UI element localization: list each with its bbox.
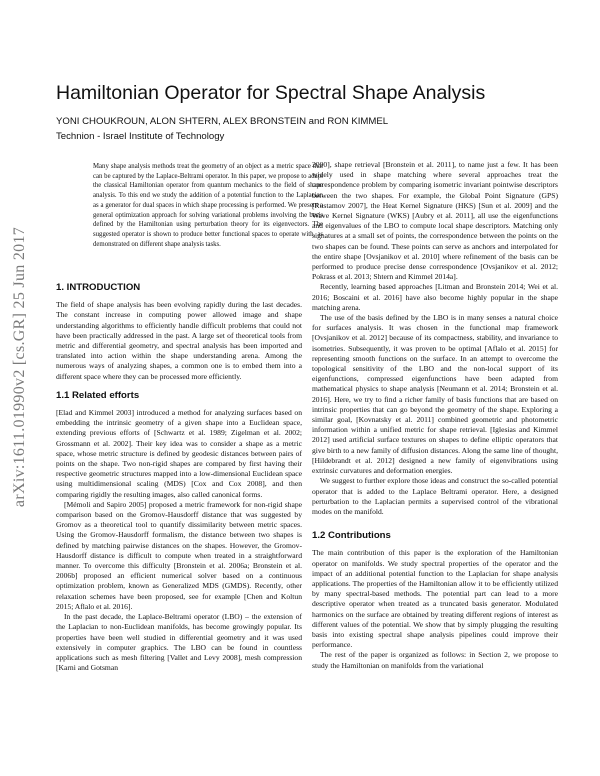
author-list: YONI CHOUKROUN, ALON SHTERN, ALEX BRONSTEIN and RON KIMMEL xyxy=(56,116,389,127)
right-paragraph-4: We suggest to further explore those ideas and construct the so-called potential operator that is added to the Laplace Beltrami operator. Here, a designed perturbation to the Laplacian permits a supervised control of the vibrational modes on the manifold. xyxy=(312,476,558,516)
arxiv-stamp: arXiv:1611.01990v2 [cs.GR] 25 Jun 2017 xyxy=(11,226,28,508)
right-paragraph-3: The use of the basis defined by the LBO is in many senses a natural choice for surfaces analysis. It was chosen in the functional map framework [Ovsjanikov et al. 2012] because of its compactness, stability, and invariance to isometries. Subsequently, it was proven to be optimal [Aflalo et al. 2015] for representing smooth functions on the surface. In an attempt to overcome the topological sensitivity of the LBO and the non-local support of its eigenfunctions, compressed eigenfunctions have been adapted from mathematical physics to shape analysis [Neumann et al. 2014; Bronstein et al. 2016]. Here, we try to find a richer family of basis functions that are based on intrinsic properties that can go beyond the geometry of the shape. Exploring a similar goal, [Kovnatsky et al. 2011] combined geometric and photometric information within a unified metric for shape retrieval. [Iglesias and Kimmel 2012] used artificial surface textures on shapes to define elliptic operators that give birth to a new family of diffusion distances. Along the same line of thought, [Hildebrandt et al. 2012] designed a new family of eigenvibrations using extrinsic curvatures and deformation energies. xyxy=(312,313,558,476)
right-paragraph-2: Recently, learning based approaches [Litman and Bronstein 2014; Wei et al. 2016; Boscaini et al. 2016] have also become highly popular in the shape matching arena. xyxy=(312,282,558,312)
related-paragraph-2: [Mémoli and Sapiro 2005] proposed a metric framework for non-rigid shape comparison based on the Gromov-Hausdorff distance that was suggested by Gromov as a theoretical tool to quantify dissimilarity between metric spaces. Using the Gromov-Hausdorff formalism, the distance between two shapes is defined by matching pairwise distances on the shapes. However, the Gromov-Hausdorff distance is difficult to compute when treated in a straightforward manner. To overcome this difficulty [Bronstein et al. 2006a; Bronstein et al. 2006b] proposed an efficient numerical solver based on a continuous optimization problem, known as Generalized MDS (GMDS). Recently, other relaxation schemes have been proposed, see for example [Chen and Koltun 2015; Aflalo et al. 2016]. xyxy=(56,499,302,611)
left-column xyxy=(56,283,302,673)
section-heading-related-efforts: 1.1 Related efforts xyxy=(56,389,140,401)
contrib-paragraph-1: The main contribution of this paper is the exploration of the Hamiltonian operator on manifolds. We study spectral properties of the operator and the impact of an additional potential function to the Laplacian for shape analysis applications. The properties of the Hamiltonian allow it to be efficiently utilized by many spectral-based methods. The potential part can lead to a more descriptive operator when treated as a truncated basis generator. Modulated harmonics on the surface are obtained by treating different regions of interest as different values of the potential. We show that by simply plugging the resulting basis into existing spectral shape analysis pipelines could improve their performance. xyxy=(312,548,558,650)
related-paragraph-1: [Elad and Kimmel 2003] introduced a method for analyzing surfaces based on embedding the intrinsic geometry of a given shape into a Euclidean space, extending previous efforts of [Schwartz et al. 1989; Zigelman et al. 2002; Grossmann et al. 2002]. Their key idea was to consider a shape as a metric space, whose metric structure is defined by geodesic distances between pairs of points on the shape. Two non-rigid shapes are compared by first having their respective geometric structures mapped into a low-dimensional Euclidean space using multidimensional scaling (MDS) [Cox and Cox 2008], and then comparing rigidly the resulting images, also called canonical forms. xyxy=(56,408,302,499)
abstract-text: Many shape analysis methods treat the geometry of an object as a metric space that can be captured by the Laplace-Beltrami operator. In this paper, we propose to adapt the classical Hamiltonian operator from quantum mechanics to the field of shape analysis. To this end we study the addition of a potential function to the Laplacian as a generator for dual spaces in which shape processing is performed. We present a general optimization approach for solving variational problems involving the basis defined by the Hamiltonian using perturbation theory for its eigenvectors. The suggested operator is shown to produce better functional spaces to operate with, as demonstrated on different shape analysis tasks. xyxy=(93,163,323,248)
abstract-block xyxy=(93,162,323,249)
right-column xyxy=(312,160,558,671)
section-heading-introduction: 1. INTRODUCTION xyxy=(56,282,141,293)
right-paragraph-1: 2000], shape retrieval [Bronstein et al. 2011], to name just a few. It has been widely used in shape matching where several approaches treat the correspondence problem by comparing isometric invariant pointwise descriptors between the two shapes. For example, the Global Point Signature (GPS) [Rustamov 2007], the Heat Kernel Signature (HKS) [Sun et al. 2009] and the Wave Kernel Signature (WKS) [Aubry et al. 2011], all use the eigenfunctions and eigenvalues of the LBO to compute local shape descriptors. Matching only signatures at a small set of points, the correspondence between the points on the two shapes can be found. These points can serve as anchors and interpolated for the entire shape [Ovsjanikov et al. 2010] where refinement of the basis can be performed to produce precise dense correspondence [Ovsjanikov et al. 2012; Pokrass et al. 2013; Shtern and Kimmel 2014a]. xyxy=(312,160,558,282)
intro-paragraph-1: The field of shape analysis has been evolving rapidly during the last decades. The constant increase in computing power allowed image and shape understanding algorithms to efficiently handle difficult problems that could not have been practically addressed in the past. A large set of theoretical tools from metric and differential geometry, and spectral analysis has been imported and translated into action within the shape understanding arena. Among the numerous ways of analyzing shapes, a common one is to embed them into a different space where they can be processed more efficiently. xyxy=(56,300,302,381)
paper-title: Hamiltonian Operator for Spectral Shape Analysis xyxy=(56,82,486,104)
contrib-paragraph-2: The rest of the paper is organized as follows: in Section 2, we propose to study the Hamiltonian on manifolds from the variational xyxy=(312,650,558,670)
related-paragraph-3: In the past decade, the Laplace-Beltrami operator (LBO) – the extension of the Laplacian to non-Euclidean manifolds, has become growingly popular. Its properties have been well studied in differential geometry and it was used extensively in computer graphics. The LBO can be found in countless applications such as mesh filtering [Vallet and Levy 2008], mesh compression [Karni and Gotsman xyxy=(56,612,302,673)
section-heading-contributions: 1.2 Contributions xyxy=(312,530,391,542)
affiliation: Technion - Israel Institute of Technology xyxy=(56,131,225,142)
